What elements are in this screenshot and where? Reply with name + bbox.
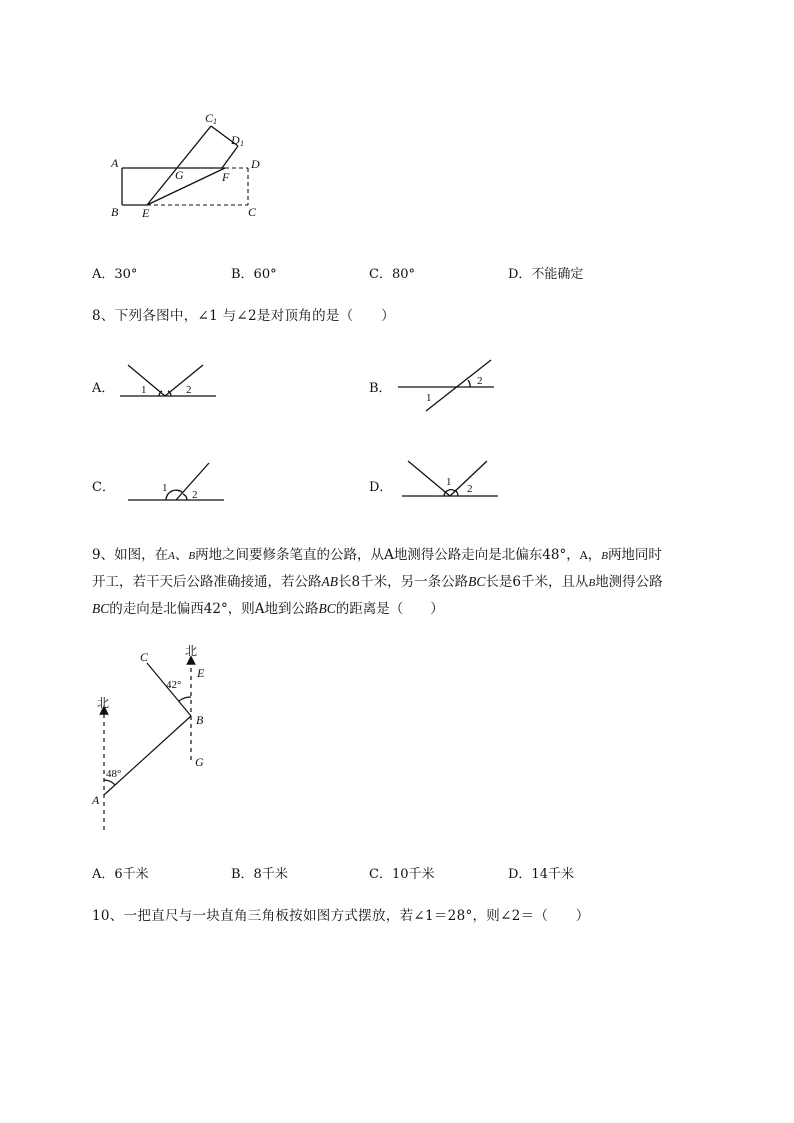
q8-option-b-letter[interactable]: B． xyxy=(369,381,392,396)
label-B: B xyxy=(111,205,119,219)
q8c-angle2-label: 2 xyxy=(192,489,198,501)
angle-42-label: 42° xyxy=(166,679,182,691)
point-G-label: G xyxy=(195,755,204,769)
q9-option-a[interactable]: A．6千米 xyxy=(92,867,149,882)
point-C-label: C xyxy=(140,650,149,664)
q8-option-c-letter[interactable]: C． xyxy=(92,480,115,495)
angle-48-label: 48° xyxy=(106,768,122,780)
label-E: E xyxy=(142,206,150,220)
q9-option-c[interactable]: C．10千米 xyxy=(369,867,435,882)
north-label-b: 北 xyxy=(185,644,198,658)
q7-figure xyxy=(100,105,280,230)
label-F: F xyxy=(222,170,230,184)
q9-stem-line2: 开工，若干天后公路准确接通，若公路AB长8千米，另一条公路BC长是6千米，且从B地测得公路 xyxy=(92,574,663,590)
label-C1-subscript: 1 xyxy=(213,117,217,126)
label-D1: D xyxy=(231,133,240,147)
road-AB xyxy=(104,716,191,795)
label-D: D xyxy=(251,157,260,171)
q10-stem: 10、一把直尺与一块直角三角板按如图方式摆放，若∠1＝28°，则∠2＝（ ） xyxy=(92,908,590,924)
q7-option-c[interactable]: C．80° xyxy=(369,267,415,282)
point-A-label: A xyxy=(92,793,100,807)
q9-stem-line3: BC的走向是北偏西42°，则A地到公路BC的距离是（ ） xyxy=(92,601,444,617)
point-B-label: B xyxy=(196,713,204,727)
q8-figure-c xyxy=(122,458,227,506)
label-C: C xyxy=(248,205,257,219)
q8-figure-b xyxy=(393,355,503,415)
segment-D1F xyxy=(222,146,238,168)
q8a-angle2-label: 2 xyxy=(186,384,192,396)
q8-option-a-letter[interactable]: A． xyxy=(92,381,115,396)
q8-figure-a xyxy=(115,360,225,405)
q7-option-a[interactable]: A．30° xyxy=(92,267,138,282)
label-A: A xyxy=(111,156,119,170)
q8-figure-d xyxy=(398,455,503,505)
q9-stem-line1: 9、如图，在A、B两地之间要修条笔直的公路，从A地测得公路走向是北偏东48°，A，B两地同时 xyxy=(92,547,662,563)
segment-EC1 xyxy=(147,126,211,205)
north-label-a: 北 xyxy=(97,696,110,710)
q9-option-b[interactable]: B．8千米 xyxy=(231,867,288,882)
q8d-angle2-label: 2 xyxy=(467,483,473,495)
label-G: G xyxy=(175,168,184,182)
q8a-angle1-label: 1 xyxy=(141,384,147,396)
q7-option-d[interactable]: D．不能确定 xyxy=(508,267,584,282)
segment-EF xyxy=(147,168,225,205)
q8-option-d-letter[interactable]: D． xyxy=(369,480,393,495)
label-C1: C xyxy=(205,111,214,125)
q7-option-b[interactable]: B．60° xyxy=(231,267,277,282)
q8c-angle1-label: 1 xyxy=(162,482,168,494)
q8d-angle1-label: 1 xyxy=(446,476,452,488)
q8b-angle2-label: 2 xyxy=(477,375,483,387)
point-E-label: E xyxy=(197,666,205,680)
q8b-angle1-label: 1 xyxy=(426,392,432,404)
q9-option-d[interactable]: D．14千米 xyxy=(508,867,574,882)
q8-stem: 8、下列各图中，∠1 与∠2是对顶角的是（ ） xyxy=(92,308,395,324)
label-D1-subscript: 1 xyxy=(240,139,244,148)
q9-figure xyxy=(88,638,223,838)
